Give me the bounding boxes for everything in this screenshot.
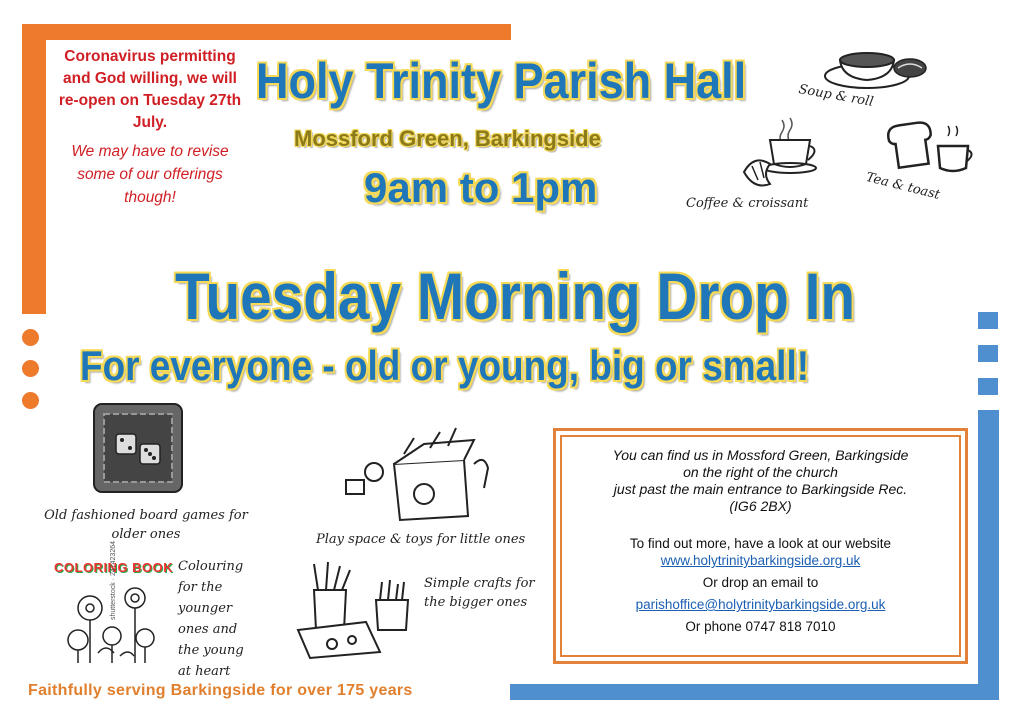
reopen-notice-italic: We may have to revise some of our offerings though! [71, 143, 229, 206]
board-game-icon [92, 402, 184, 494]
orange-dot-2 [22, 360, 39, 377]
activity-board-games: Old fashioned board games for older ones [44, 508, 248, 542]
reopen-notice [52, 46, 248, 209]
activity-crafts: Simple crafts for the bigger ones [424, 576, 535, 610]
email-link[interactable]: parishoffice@holytrinitybarkingside.org.uk [635, 597, 886, 612]
info-box [553, 428, 968, 664]
orange-dot-1 [22, 329, 39, 346]
page-title: Holy Trinity Parish Hall [256, 53, 747, 109]
blue-frame-bottom [510, 684, 999, 700]
blue-frame-right [978, 410, 999, 700]
headline-subtitle: For everyone - old or young, big or small! [80, 342, 810, 389]
info-address-line3: just past the main entrance to Barkingside Rec. [613, 481, 908, 497]
orange-dot-3 [22, 392, 39, 409]
main-headline: Tuesday Morning Drop In [175, 259, 856, 333]
info-postcode: (IG6 2BX) [729, 498, 792, 514]
activity-colouring: Colouring for the younger ones and the young at heart [178, 559, 244, 679]
food-label-tea: Tea & toast [864, 170, 942, 203]
footer-tagline: Faithfully serving Barkingside for over 175 years [28, 682, 413, 699]
orange-frame-top [22, 24, 511, 40]
blue-square-2 [978, 345, 998, 362]
activity-play-space: Play space & toys for little ones [316, 532, 526, 547]
info-address-line2: on the right of the church [683, 464, 838, 480]
blue-square-1 [978, 312, 998, 329]
coffee-croissant-icon [740, 110, 820, 190]
orange-frame-left [22, 24, 46, 314]
website-link[interactable]: www.holytrinitybarkingside.org.uk [660, 553, 861, 568]
location-subtitle: Mossford Green, Barkingside [294, 126, 601, 151]
soup-bowl-icon [822, 38, 932, 93]
blue-square-3 [978, 378, 998, 395]
info-box-inner [560, 435, 961, 657]
crafts-icon [296, 560, 421, 660]
website-intro: To find out more, have a look at our website [629, 536, 892, 551]
coloring-book-title: COLORING BOOK [54, 560, 174, 575]
tea-toast-icon [880, 118, 975, 183]
opening-hours: 9am to 1pm [364, 164, 598, 211]
email-intro: Or drop an email to [702, 575, 819, 590]
phone-number: Or phone 0747 818 7010 [685, 619, 836, 634]
food-label-soup: Soup & roll [797, 82, 875, 110]
toy-box-icon [344, 424, 494, 524]
food-label-coffee: Coffee & croissant [686, 196, 809, 211]
coloring-book-watermark: shutterstock · 247423264 [110, 541, 117, 620]
info-address-line1: You can find us in Mossford Green, Barkingside [612, 447, 909, 463]
reopen-notice-bold: Coronavirus permitting and God willing, we will re-open on Tuesday 27th July. [58, 48, 242, 131]
